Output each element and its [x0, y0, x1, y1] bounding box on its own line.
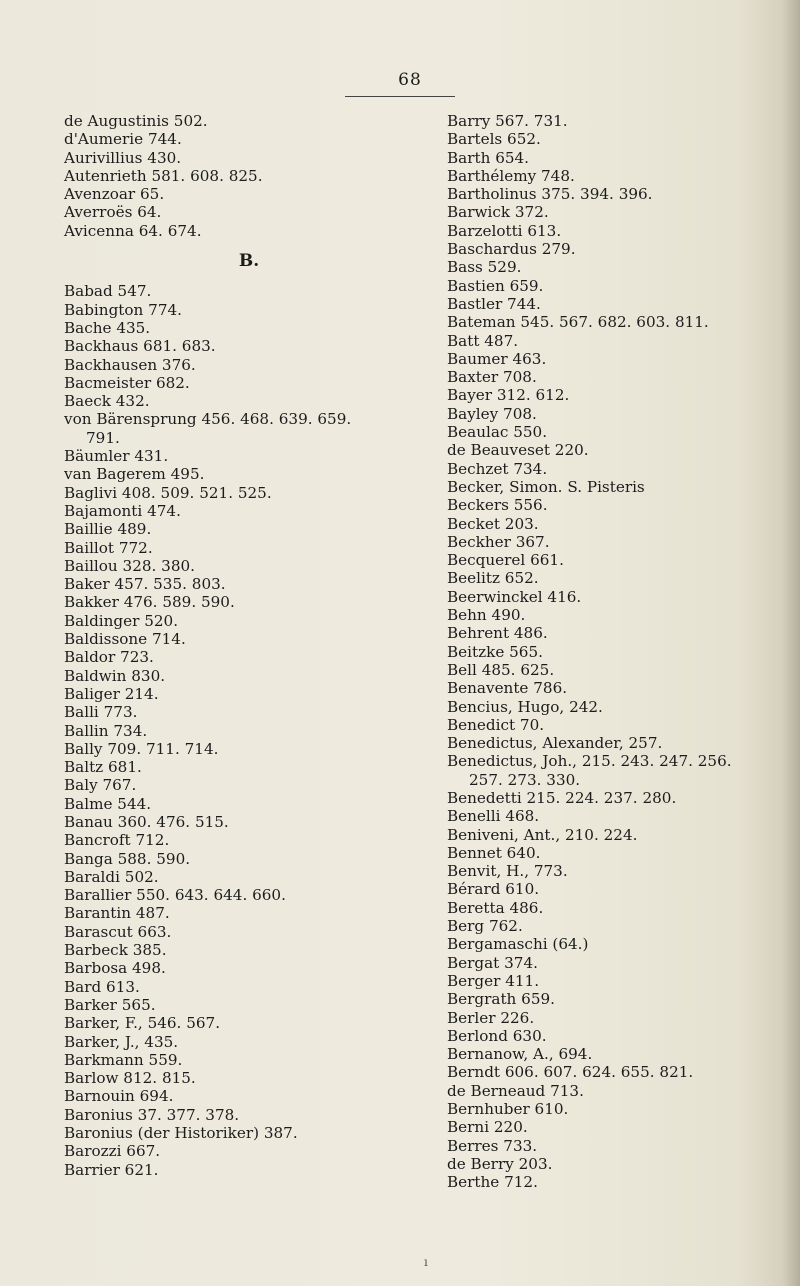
index-entry: Bergat 374. [447, 953, 538, 972]
index-entry: Benedetti 215. 224. 237. 280. [447, 788, 677, 807]
index-entry: Berndt 606. 607. 624. 655. 821. [447, 1063, 694, 1082]
index-entry: Beaulac 550. [447, 423, 548, 442]
index-entry: Becquerel 661. [447, 551, 564, 570]
index-entry: Berres 733. [447, 1136, 538, 1155]
index-entry: Bartholinus 375. 394. 396. [447, 185, 653, 204]
index-entry: Barallier 550. 643. 644. 660. [64, 886, 286, 905]
index-entry: Barker, F., 546. 567. [64, 1014, 221, 1033]
index-entry: Beitzke 565. [447, 642, 543, 661]
index-entry: de Berry 203. [447, 1154, 553, 1173]
index-entry: Bérard 610. [447, 880, 540, 899]
index-entry: Behrent 486. [447, 624, 548, 643]
index-entry: Baltz 681. [64, 758, 142, 777]
index-entry: Baldissone 714. [64, 630, 186, 649]
index-entry: Barzelotti 613. [447, 221, 562, 240]
index-entry: Bastler 744. [447, 294, 541, 313]
index-entry: Barbeck 385. [64, 941, 167, 960]
index-entry: Baronius 37. 377. 378. [64, 1105, 240, 1124]
index-entry: Berthe 712. [447, 1173, 538, 1192]
index-entry: Baillie 489. [64, 520, 152, 539]
index-entry: de Beauveset 220. [447, 441, 589, 460]
entries-b-continued [447, 112, 797, 1192]
index-entry: Bernhuber 610. [447, 1100, 569, 1119]
index-entry: Baronius (der Historiker) 387. [64, 1124, 298, 1143]
index-entry: Bache 435. [64, 318, 151, 337]
index-entry: Benavente 786. [447, 679, 568, 698]
section-heading-b: B. [238, 251, 260, 272]
page-number: 68 [398, 70, 422, 90]
index-entry: Autenrieth 581. 608. 825. [64, 166, 263, 185]
index-entry: Bäumler 431. [64, 447, 169, 466]
index-entry: Backhaus 681. 683. [64, 337, 216, 356]
entries-b-section [64, 282, 394, 1179]
index-entry: Barascut 663. [64, 922, 172, 941]
index-entry: Bayley 708. [447, 404, 537, 423]
index-entry: Balme 544. [64, 794, 152, 813]
index-entry: Bergamaschi (64.) [447, 935, 589, 954]
index-entry: Bajamonti 474. [64, 501, 181, 520]
index-entry: Bateman 545. 567. 682. 603. 811. [447, 313, 709, 332]
index-entry: Banau 360. 476. 515. [64, 812, 229, 831]
index-entry: Bacmeister 682. [64, 373, 190, 392]
index-entry: Becket 203. [447, 514, 539, 533]
index-entry: Bass 529. [447, 258, 522, 277]
index-entry: Berg 762. [447, 917, 523, 936]
index-entry: Banga 588. 590. [64, 849, 191, 868]
index-entry: Behn 490. [447, 606, 526, 625]
index-entry: Baxter 708. [447, 368, 537, 387]
index-entry: Baldor 723. [64, 648, 154, 667]
index-entry: Beckher 367. [447, 532, 550, 551]
index-entry: Barry 567. 731. [447, 112, 568, 130]
index-entry: Baschardus 279. [447, 240, 576, 259]
entries-a-section [64, 112, 394, 240]
index-entry: Aurivillius 430. [64, 148, 182, 167]
index-entry: Becker, Simon. S. Pisteris [447, 477, 645, 496]
index-entry: Bartels 652. [447, 130, 541, 149]
index-entry: Bastien 659. [447, 276, 544, 295]
index-entry: Bell 485. 625. [447, 660, 555, 679]
index-entry: de Augustinis 502. [64, 112, 208, 130]
index-entry: Barth 654. [447, 148, 530, 167]
index-entry: Bennet 640. [447, 843, 541, 862]
index-entry: Berler 226. [447, 1008, 535, 1027]
index-entry: Bally 709. 711. 714. [64, 739, 219, 758]
index-entry: Ballin 734. [64, 721, 148, 740]
index-entry: Barbosa 498. [64, 959, 166, 978]
index-entry: Beerwinckel 416. [447, 587, 582, 606]
index-entry: Averroës 64. [64, 203, 162, 222]
index-entry: Bakker 476. 589. 590. [64, 593, 235, 612]
index-entry: Bechzet 734. [447, 459, 548, 478]
index-entry: Beelitz 652. [447, 569, 539, 588]
index-entry: Beniveni, Ant., 210. 224. [447, 825, 638, 844]
index-entry: Barantin 487. [64, 904, 170, 923]
index-entry: van Bagerem 495. [64, 465, 205, 484]
index-entry: Benvit, H., 773. [447, 862, 568, 881]
index-entry: Babington 774. [64, 300, 182, 319]
index-entry: Beretta 486. [447, 898, 544, 917]
index-entry: Benedict 70. [447, 715, 545, 734]
index-entry: Baker 457. 535. 803. [64, 575, 226, 594]
index-entry: Backhausen 376. [64, 355, 196, 374]
index-entry: Baglivi 408. 509. 521. 525. [64, 483, 272, 502]
page-edge-shadow [782, 0, 800, 1286]
index-entry: Barthélemy 748. [447, 166, 575, 185]
index-entry: Berni 220. [447, 1118, 528, 1137]
index-entry: Baldinger 520. [64, 611, 179, 630]
index-entry: Baumer 463. [447, 349, 547, 368]
index-entry: Benedictus, Alexander, 257. [447, 734, 663, 753]
index-entry: Barker, J., 435. [64, 1032, 179, 1051]
footer-mark: ı [424, 1255, 428, 1269]
index-entry: Barozzi 667. [64, 1142, 161, 1161]
index-entry: Beckers 556. [447, 496, 548, 515]
index-entry: Benedictus, Joh., 215. 243. 247. 256. 257. 273. 330. [447, 752, 732, 789]
index-entry: Bancroft 712. [64, 831, 170, 850]
index-column-right [447, 112, 797, 1192]
index-entry: Baeck 432. [64, 392, 150, 411]
index-entry: Benelli 468. [447, 807, 540, 826]
index-entry: Barkmann 559. [64, 1050, 183, 1069]
index-entry: Baliger 214. [64, 684, 159, 703]
index-entry: d'Aumerie 744. [64, 130, 182, 149]
index-entry: Bard 613. [64, 977, 140, 996]
index-entry: Baillot 772. [64, 538, 153, 557]
index-column-left [64, 112, 394, 1179]
index-entry: Berlond 630. [447, 1026, 547, 1045]
index-entry: de Berneaud 713. [447, 1081, 584, 1100]
index-entry: Bencius, Hugo, 242. [447, 697, 603, 716]
index-entry: Barnouin 694. [64, 1087, 174, 1106]
index-entry: Bernanow, A., 694. [447, 1045, 593, 1064]
index-entry: Batt 487. [447, 331, 519, 350]
index-entry: Berger 411. [447, 971, 540, 990]
index-entry: Baraldi 502. [64, 867, 159, 886]
index-entry: Baldwin 830. [64, 666, 166, 685]
index-entry: Barrier 621. [64, 1160, 159, 1179]
index-entry: Babad 547. [64, 282, 152, 301]
index-entry: Barlow 812. 815. [64, 1069, 196, 1088]
index-entry: von Bärensprung 456. 468. 639. 659. 791. [64, 410, 352, 447]
header-rule [345, 96, 455, 97]
index-entry: Baly 767. [64, 776, 137, 795]
index-entry: Balli 773. [64, 703, 138, 722]
index-entry: Bergrath 659. [447, 990, 555, 1009]
index-entry: Barker 565. [64, 995, 156, 1014]
index-entry: Baillou 328. 380. [64, 556, 195, 575]
index-entry: Bayer 312. 612. [447, 386, 570, 405]
index-entry: Avicenna 64. 674. [64, 221, 202, 240]
index-entry: Avenzoar 65. [64, 185, 165, 204]
index-entry: Barwick 372. [447, 203, 549, 222]
